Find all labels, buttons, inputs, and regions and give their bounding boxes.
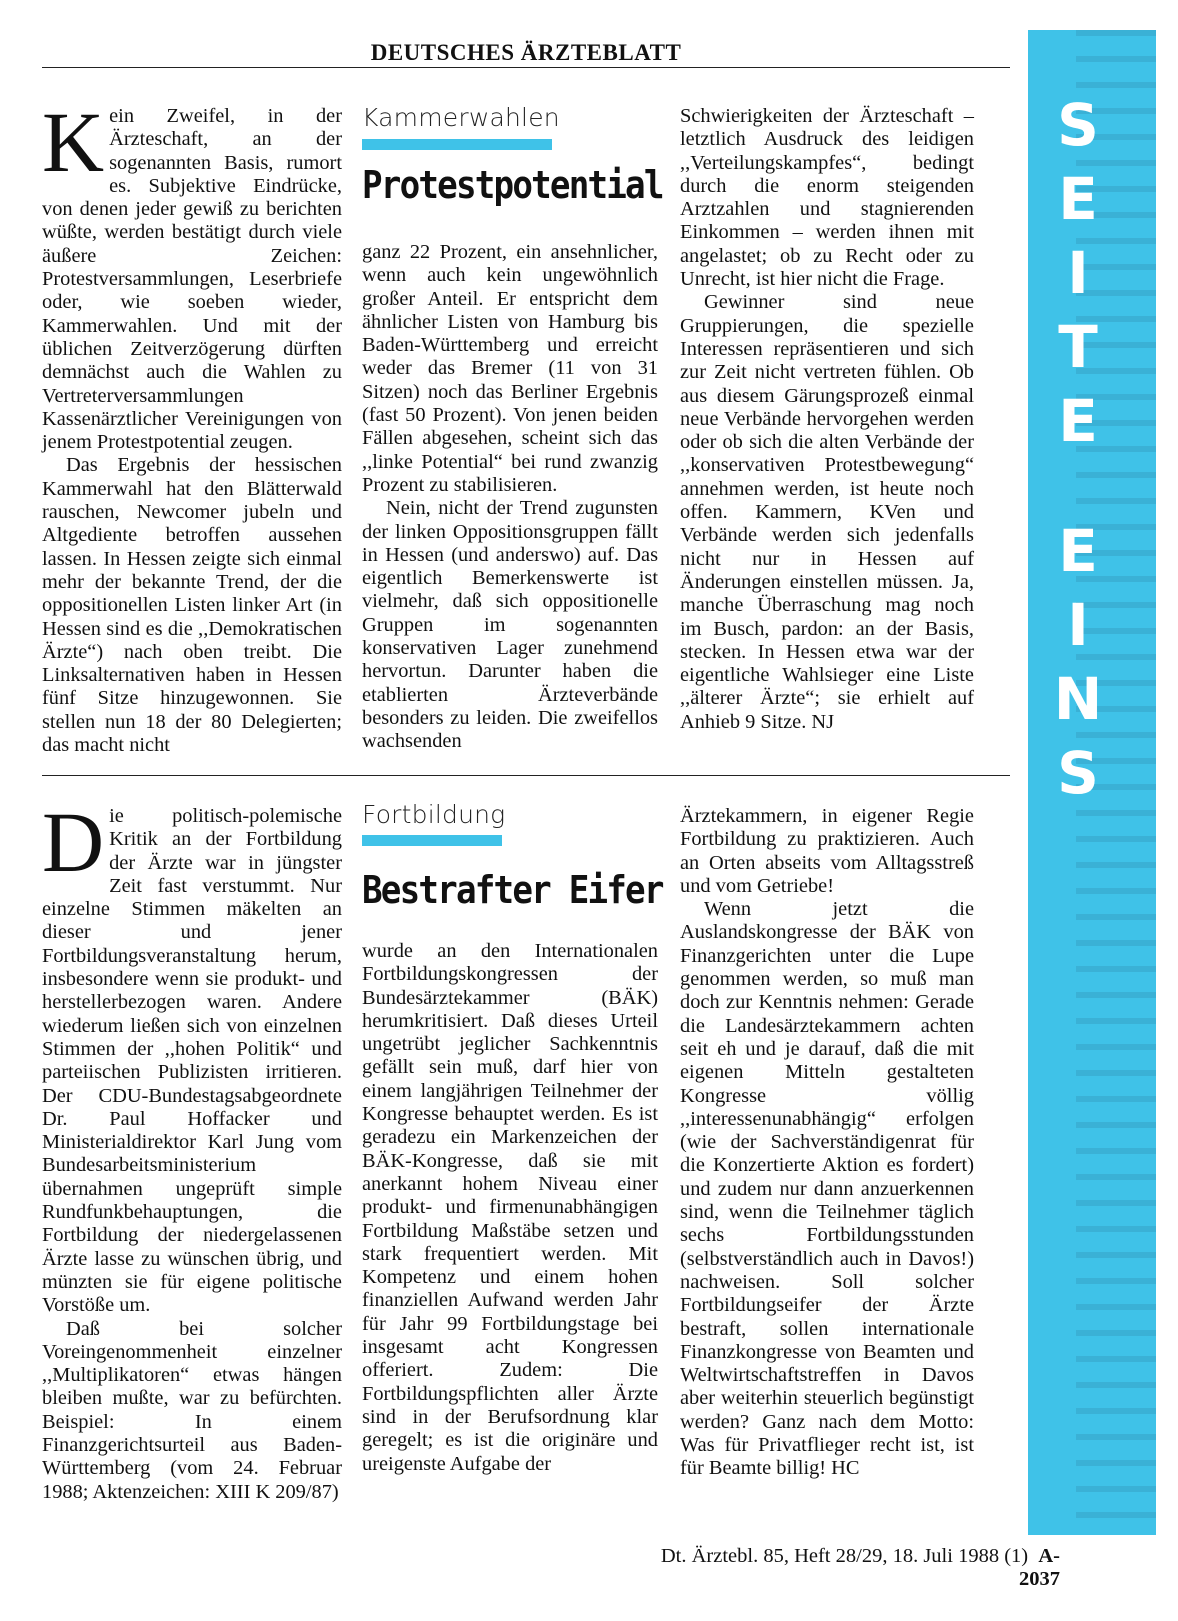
masthead: DEUTSCHES ÄRZTEBLATT <box>370 40 682 65</box>
article2-kicker-bar <box>362 835 502 846</box>
article2-paragraph: Wenn jetzt die Auslandskongresse der BÄK von Finanzgerichten unter die Lupe genommen werden, so muß man doch zur Kenntnis nehmen: Gerade die Landesärztekammern achten seit eh und je darauf, daß die mit eigenen Mitteln gestalteten Kongresse völlig ,,interessenunabhängig“ erfolgen (wie der Sachverständigenrat für die Konzertierte Aktion es fordert) und zudem nur dann anzuerkennen sind, wenn die Teilnehmer täglich sechs Fortbildungsstunden (selbstverständlich auch in Davos!) nachweisen. Soll solcher Fortbildungseifer der Ärzte bestraft, sollen internationale Finanzkongresse von Beamten und Weltwirtschaftstreffen in Davos aber weiterhin steuerlich begünstigt werden? Ganz nach dem Motto: Was für Privatflieger recht ist, ist für Beamte billig! HC <box>680 898 974 1480</box>
page-number: A-2037 <box>1019 1545 1060 1590</box>
sidebar-letter: E <box>1058 165 1098 233</box>
sidebar-letter: T <box>1058 313 1098 381</box>
article1-paragraph: Das Ergebnis der hessischen Kammerwahl hat den Blätterwald rauschen, Newcomer jubeln und Altgediente betroffen aussehen lassen. In Hessen zeigte sich einmal mehr der bekannte Trend, der die oppositionellen Listen linker Art (in Hessen sind es die ,,Demokratischen Ärzte“) nach oben treibt. Die Linksalternativen haben in Hessen fünf Sitze hinzugewonnen. Sie stellen nun 18 der 80 Delegierten; das macht nicht <box>42 454 342 757</box>
article2-kicker: Fortbildung <box>362 800 506 829</box>
citation: Dt. Ärztebl. 85, Heft 28/29, 18. Juli 1988 (1) <box>660 1545 1029 1567</box>
article2-paragraph: Daß bei solcher Voreingenommenheit einzelner ,,Multiplikatoren“ etwas hängen bleiben mußte, war zu befürchten. Beispiel: In einem Finanzgerichtsurteil aus Baden-Württemberg (vom 24. Februar 1988; Aktenzeichen: XIII K 209/87) <box>42 1317 342 1503</box>
sidebar-letter: N <box>1053 665 1103 733</box>
article2-column2 <box>362 940 658 1476</box>
article1-paragraph: Gewinner sind neue Gruppierungen, die spezielle Interessen repräsentieren und sich zur Zeit nicht vertreten fühlen. Ob aus diesem Gärungsprozeß einmal neue Verbände hervorgehen werden oder ob sich die alten Verbände der ,,konservativen Protestbewegung“ annehmen werden, ist heute noch offen. Kammern, KVen und Verbände werden sich jedenfalls nicht nur in Hessen auf Änderungen einstellen müssen. Ja, manche Überraschung mag noch im Busch, pardon: an der Basis, stecken. In Hessen etwa war der eigentliche Wahlsieger eine Liste ,,älterer Ärzte“; sie erhielt auf Anhieb 9 Sitze. NJ <box>680 291 974 733</box>
article1-paragraph: Schwierigkeiten der Ärzteschaft – letztlich Ausdruck des leidigen ,,Verteilungskampfes“, bedingt durch die enorm steigenden Arztzahlen und stagnierenden Einkommen – werden ihnen mit angelastet; ob zu Recht oder zu Unrecht, ist hier nicht die Frage. <box>680 105 974 291</box>
masthead-rule <box>42 67 1010 68</box>
article2-paragraph: wurde an den Internationalen Fortbildungskongressen der Bundesärztekammer (BÄK) herumkritisiert. Daß dieses Urteil ungetrübt jeglicher Sachkenntnis gefällt sein muß, darf hier von einem langjährigen Teilnehmer der Kongresse behauptet werden. Es ist geradezu ein Markenzeichen der BÄK-Kongresse, daß sie mit anerkannt hohem Niveau einer produkt- und firmenunabhängigen Fortbildung Maßstäbe setzen und stark frequentiert werden. Mit Kompetenz und einem hohen finanziellen Aufwand werden Jahr für Jahr 99 Fortbildungstage bei insgesamt acht Kongressen offeriert. Zudem: Die Fortbildungspflichten aller Ärzte sind in der Berufsordnung klar geregelt; es ist die originäre und ureigenste Aufgabe der <box>362 940 658 1475</box>
article1-paragraph: ein Zweifel, in der Ärzteschaft, an der sogenannten Basis, rumort es. Subjektive Eindrücke, von denen jeder gewiß zu berichten wüßte, werden bestätigt durch viele äußere Zeichen: Protestversammlungen, Leserbriefe oder, wie soeben wieder, Kammerwahlen. Und mit der üblichen Zeitverzögerung dürften demnächst auch die Wahlen zu Vertreterversammlungen Kassenärztlicher Vereinigungen von jenem Protestpotential zeugen. <box>42 105 342 454</box>
article1-headline: Protestpotential <box>362 163 663 207</box>
article1-paragraph: ganz 22 Prozent, ein ansehnlicher, wenn auch kein ungewöhnlich großer Anteil. Er entspricht dem ähnlicher Listen von Hamburg bis Baden-Württemberg und erreicht weder das Bremer (11 von 31 Sitzen) noch das Berliner Ergebnis (fast 50 Prozent). Von jenen beiden Fällen abgesehen, scheint sich das ,,linke Potential“ bei rund zwanzig Prozent zu stabilisieren. <box>362 241 658 496</box>
article2-paragraph: Ärztekammern, in eigener Regie Fortbildung zu praktizieren. Auch an Orten abseits vom Alltagsstreß und vom Getriebe! <box>680 805 974 897</box>
sidebar-letter: I <box>1067 591 1089 659</box>
article1-column1 <box>42 94 342 757</box>
article1-paragraph: Nein, nicht der Trend zugunsten der linken Oppositionsgruppen fällt in Hessen (und anderswo) auf. Das eigentlich Bemerkenswerte ist vielmehr, daß sich oppositionelle Gruppen im sogenannten konservativen Lager zunehmend hervortun. Darunter haben die etablierten Ärzteverbände besonders zu leiden. Die zweifellos wachsenden <box>362 497 658 753</box>
article1-kicker: Kammerwahlen <box>362 103 560 132</box>
sidebar-letter: S <box>1057 91 1099 159</box>
section-divider <box>42 775 1010 776</box>
article2-column3 <box>680 805 974 1481</box>
article1-kicker-bar <box>362 139 552 150</box>
dropcap: D <box>42 794 105 890</box>
sidebar-letter: E <box>1058 387 1098 455</box>
article1-column3 <box>680 105 974 734</box>
article2-paragraph: ie politisch-polemische Kritik an der Fortbildung der Ärzte war in jüngster Zeit fast verstummt. Nur einzelne Stimmen mäkelten an dieser und jener Fortbildungsveranstaltung herum, insbesondere wenn sie produkt- und herstellerbezogen waren. Andere wiederum ließen sich von einzelnen Stimmen der ,,hohen Politik“ und parteiischen Publizisten irritieren. Der CDU-Bundestagsabgeordnete Dr. Paul Hoffacker und Ministerialdirektor Karl Jung vom Bundesarbeitsministerium übernahmen ungeprüft simple Rundfunkbehauptungen, die Fortbildung der niedergelassenen Ärzte lasse zu wünschen übrig, und münzten sie für eigene politische Vorstöße um. <box>42 805 342 1317</box>
article1-column2 <box>362 241 658 754</box>
article2-column1 <box>42 794 342 1504</box>
sidebar-letter: E <box>1058 517 1098 585</box>
sidebar-title <box>1028 88 1128 810</box>
sidebar-banner <box>1028 30 1156 1535</box>
page-footer <box>640 1545 1060 1591</box>
dropcap: K <box>42 94 105 190</box>
sidebar-letter: I <box>1067 239 1089 307</box>
sidebar-letter: S <box>1057 739 1099 807</box>
article2-headline: Bestrafter Eifer <box>362 868 663 912</box>
